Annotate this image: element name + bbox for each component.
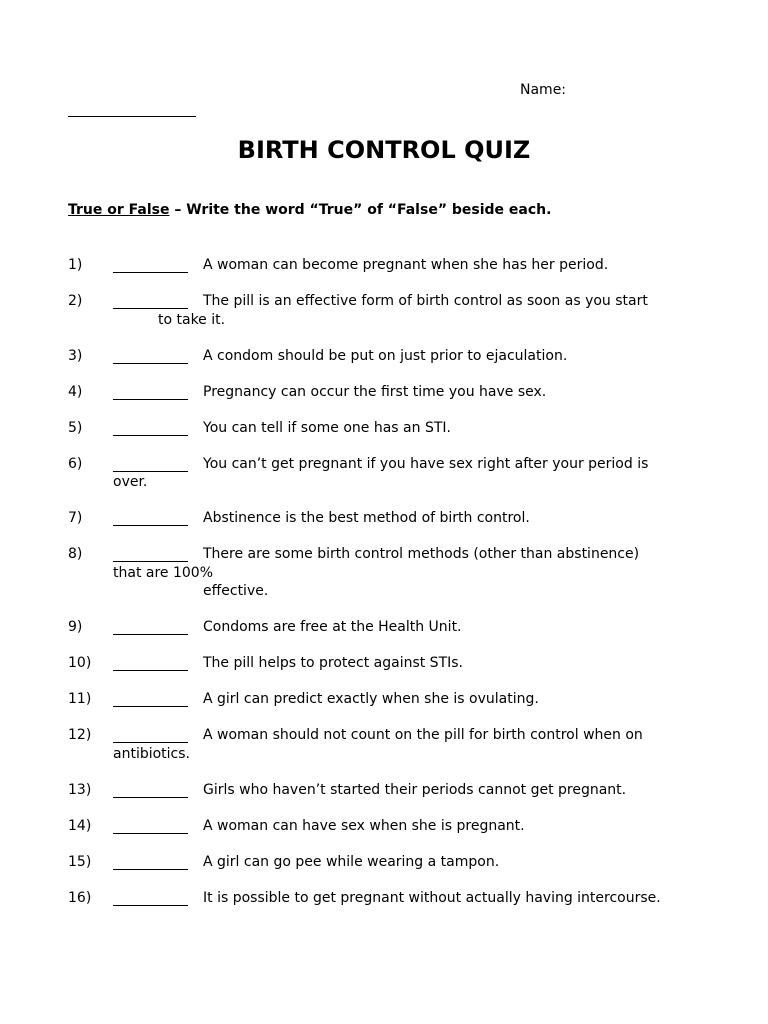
question-text: There are some birth control methods (other than abstinence) (203, 546, 640, 562)
question-number: 15) (68, 854, 92, 870)
answer-blank[interactable] (113, 272, 188, 273)
answer-blank[interactable] (113, 706, 188, 707)
question-text: Condoms are free at the Health Unit. (203, 619, 462, 635)
question-text: A woman can become pregnant when she has her period. (203, 257, 609, 273)
question-number: 11) (68, 691, 92, 707)
question-text-continued: that are 100% (113, 565, 213, 581)
question-text-continued: antibiotics. (113, 746, 190, 762)
answer-blank[interactable] (113, 742, 188, 743)
question-text: Abstinence is the best method of birth control. (203, 510, 530, 526)
question-number: 10) (68, 655, 92, 671)
question-text: A girl can predict exactly when she is ovulating. (203, 691, 539, 707)
instructions-rest: – Write the word “True” of “False” beside each. (169, 202, 552, 218)
question-text: A woman should not count on the pill for birth control when on (203, 727, 643, 743)
answer-blank[interactable] (113, 869, 188, 870)
answer-blank[interactable] (113, 905, 188, 906)
question-text: A woman can have sex when she is pregnant. (203, 818, 525, 834)
question-text: A condom should be put on just prior to ejaculation. (203, 348, 568, 364)
question-text: The pill is an effective form of birth control as soon as you start (203, 293, 648, 309)
answer-blank[interactable] (113, 435, 188, 436)
question-text: A girl can go pee while wearing a tampon. (203, 854, 500, 870)
name-blank-line[interactable] (68, 116, 196, 117)
question-text-continued: to take it. (158, 312, 226, 328)
question-text-continued: effective. (203, 583, 269, 599)
answer-blank[interactable] (113, 634, 188, 635)
instructions-lead: True or False (68, 202, 170, 218)
answer-blank[interactable] (113, 399, 188, 400)
question-number: 9) (68, 619, 83, 635)
question-text-continued: over. (113, 474, 148, 490)
answer-blank[interactable] (113, 308, 188, 309)
question-text: It is possible to get pregnant without actually having intercourse. (203, 890, 661, 906)
question-number: 4) (68, 384, 83, 400)
question-text: The pill helps to protect against STIs. (203, 655, 463, 671)
question-number: 8) (68, 546, 83, 562)
question-number: 3) (68, 348, 83, 364)
answer-blank[interactable] (113, 525, 188, 526)
question-number: 7) (68, 510, 83, 526)
name-label: Name: (520, 82, 567, 98)
answer-blank[interactable] (113, 797, 188, 798)
answer-blank[interactable] (113, 561, 188, 562)
question-number: 1) (68, 257, 83, 273)
question-number: 5) (68, 420, 83, 436)
answer-blank[interactable] (113, 833, 188, 834)
answer-blank[interactable] (113, 363, 188, 364)
question-number: 12) (68, 727, 92, 743)
answer-blank[interactable] (113, 670, 188, 671)
question-number: 16) (68, 890, 92, 906)
question-number: 2) (68, 293, 83, 309)
question-text: Pregnancy can occur the first time you have sex. (203, 384, 547, 400)
question-number: 6) (68, 456, 83, 472)
page-title: BIRTH CONTROL QUIZ (237, 136, 531, 164)
answer-blank[interactable] (113, 471, 188, 472)
instructions (68, 202, 551, 218)
question-number: 14) (68, 818, 92, 834)
question-text: Girls who haven’t started their periods cannot get pregnant. (203, 782, 627, 798)
question-number: 13) (68, 782, 92, 798)
question-text: You can tell if some one has an STI. (203, 420, 451, 436)
question-text: You can’t get pregnant if you have sex right after your period is (203, 456, 649, 472)
